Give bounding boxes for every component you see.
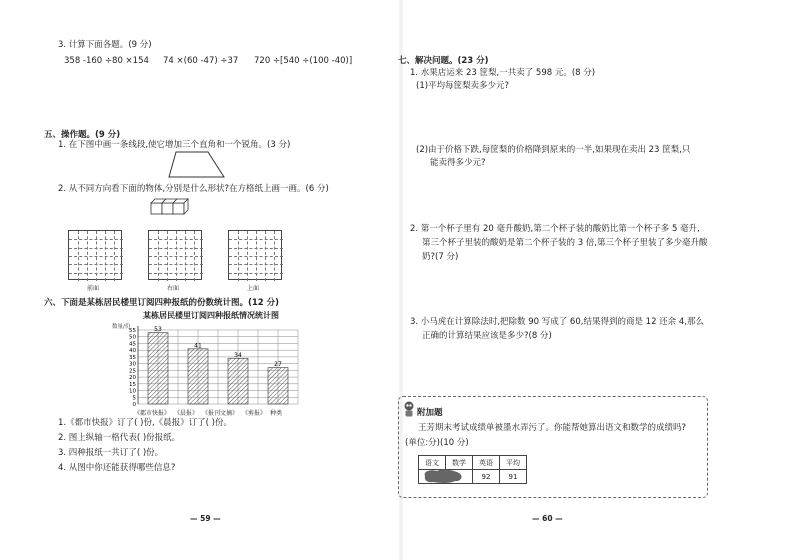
s7-question-2-line1: 2. 第一个杯子里有 20 毫升酸奶,第二个杯子装的酸奶比第一个杯子多 5 毫升, xyxy=(410,224,700,234)
bonus-badge: 附加题 xyxy=(417,408,443,418)
s7-question-1b-line1: (2)由于价格下跌,每筐梨的价格降到原来的一半,如果现在卖出 23 筐梨,只 xyxy=(416,145,691,155)
chart-title: 某栋居民楼里订阅四种报纸情况统计图 xyxy=(143,311,279,320)
s6-question-1: 1.《都市快报》订了( )份,《晨报》订了( )份。 xyxy=(58,418,232,428)
chart-y-tick: 30 xyxy=(129,361,136,368)
s7-question-2-line2: 第三个杯子里装的酸奶是第二个杯子装的 3 倍,第三个杯子里装了多少毫升酸 xyxy=(422,238,708,248)
chart-y-tick: 10 xyxy=(129,388,136,395)
score-header-math: 数学 xyxy=(446,456,473,470)
grid-paper-front[interactable] xyxy=(68,230,122,280)
chart-y-tick: 55 xyxy=(129,328,136,334)
chart-category-label: 《都市快报》 xyxy=(134,410,171,417)
q3-expression-2: 74 ×(60 -47) ÷37 xyxy=(163,56,239,66)
newspaper-bar-chart xyxy=(108,320,328,406)
trapezoid-figure xyxy=(168,150,228,180)
grid-label-top: 上面 xyxy=(247,285,260,292)
s6-question-2: 2. 图上纵轴一格代表( )份报纸。 xyxy=(58,433,181,443)
s7-question-3-line2: 正确的计算结果应该是多少?(8 分) xyxy=(422,331,552,341)
ink-blot-icon xyxy=(421,468,465,484)
chart-y-tick: 35 xyxy=(129,354,136,361)
chart-y-tick: 50 xyxy=(129,334,136,341)
section-6-heading: 六、下面是某栋居民楼里订阅四种报纸的份数统计图。(12 分) xyxy=(44,298,280,308)
chart-data-label: 27 xyxy=(274,361,282,369)
section-5-heading: 五、操作题。(9 分) xyxy=(44,130,121,140)
chart-data-label: 34 xyxy=(234,351,242,359)
chart-category-label: 《报刊文摘》 xyxy=(202,410,239,417)
s7-question-1: 1. 水果店运来 23 筐梨,一共卖了 598 元。(8 分) xyxy=(410,68,596,78)
chart-category-label: 《剪报》 xyxy=(242,410,267,417)
chart-category-row xyxy=(134,408,282,417)
chart-y-tick: 15 xyxy=(129,381,136,388)
bonus-text-line2: (单位:分)(10 分) xyxy=(405,438,469,448)
chart-x-label: 种类 xyxy=(270,410,283,417)
s7-question-1a: (1)平均每筐梨卖多少元? xyxy=(416,81,510,91)
s7-question-3-line1: 3. 小马虎在计算除法时,把除数 90 写成了 60,结果得到的商是 12 还余 4,那么 xyxy=(410,317,704,327)
s6-question-4: 4. 从图中你还能获得哪些信息? xyxy=(58,463,176,473)
chart-bar xyxy=(228,358,248,404)
s5-question-2: 2. 从不同方向看下面的物体,分别是什么形状?在方格纸上画一画。(6 分) xyxy=(58,184,329,194)
chart-category-label: 《晨报》 xyxy=(174,410,199,417)
chart-data-label: 53 xyxy=(154,326,162,334)
cubes-figure xyxy=(150,197,192,219)
score-header-english: 英语 xyxy=(473,456,500,470)
chart-y-tick: 20 xyxy=(129,375,136,382)
grid-label-right: 右面 xyxy=(167,285,180,292)
grid-label-front: 前面 xyxy=(87,285,100,292)
page-number-left: — 59 — xyxy=(190,514,221,523)
grid-paper-right[interactable] xyxy=(148,230,202,280)
mascot-icon xyxy=(402,400,416,418)
chart-y-tick: 25 xyxy=(129,368,136,375)
q3-expression-1: 358 -160 ÷80 ×154 xyxy=(64,56,149,66)
page-number-right: — 60 — xyxy=(532,514,563,523)
section-7-heading: 七、解决问题。(23 分) xyxy=(398,56,489,66)
score-english: 92 xyxy=(473,470,500,484)
s5-question-1: 1. 在下图中画一条线段,使它增加三个直角和一个锐角。(3 分) xyxy=(58,140,291,150)
chart-bar xyxy=(148,333,168,404)
q3-title: 3. 计算下面各题。(9 分) xyxy=(58,40,152,50)
s6-question-3: 3. 四种报纸一共订了( )份。 xyxy=(58,448,164,458)
chart-bar xyxy=(268,368,288,404)
score-header-chinese: 语文 xyxy=(419,456,446,470)
chart-y-tick: 40 xyxy=(129,348,136,355)
chart-y-tick: 45 xyxy=(129,341,136,348)
chart-y-label: 数量/份 xyxy=(112,324,131,330)
q3-expression-3: 720 ÷[540 ÷(100 -40)] xyxy=(254,56,353,66)
grid-paper-top[interactable] xyxy=(228,230,282,280)
score-header-average: 平均 xyxy=(500,456,527,470)
chart-data-label: 41 xyxy=(194,342,202,350)
bonus-text-line1: 王芳期末考试成绩单被墨水弄污了。你能帮她算出语文和数学的成绩吗? xyxy=(418,423,687,433)
s7-question-1b-line2: 能卖得多少元? xyxy=(430,158,486,168)
chart-y-tick: 5 xyxy=(132,395,136,402)
chart-y-tick: 0 xyxy=(132,402,136,406)
s7-question-2-line3: 奶?(7 分) xyxy=(422,252,459,262)
score-average: 91 xyxy=(500,470,527,484)
chart-bar xyxy=(188,349,208,404)
